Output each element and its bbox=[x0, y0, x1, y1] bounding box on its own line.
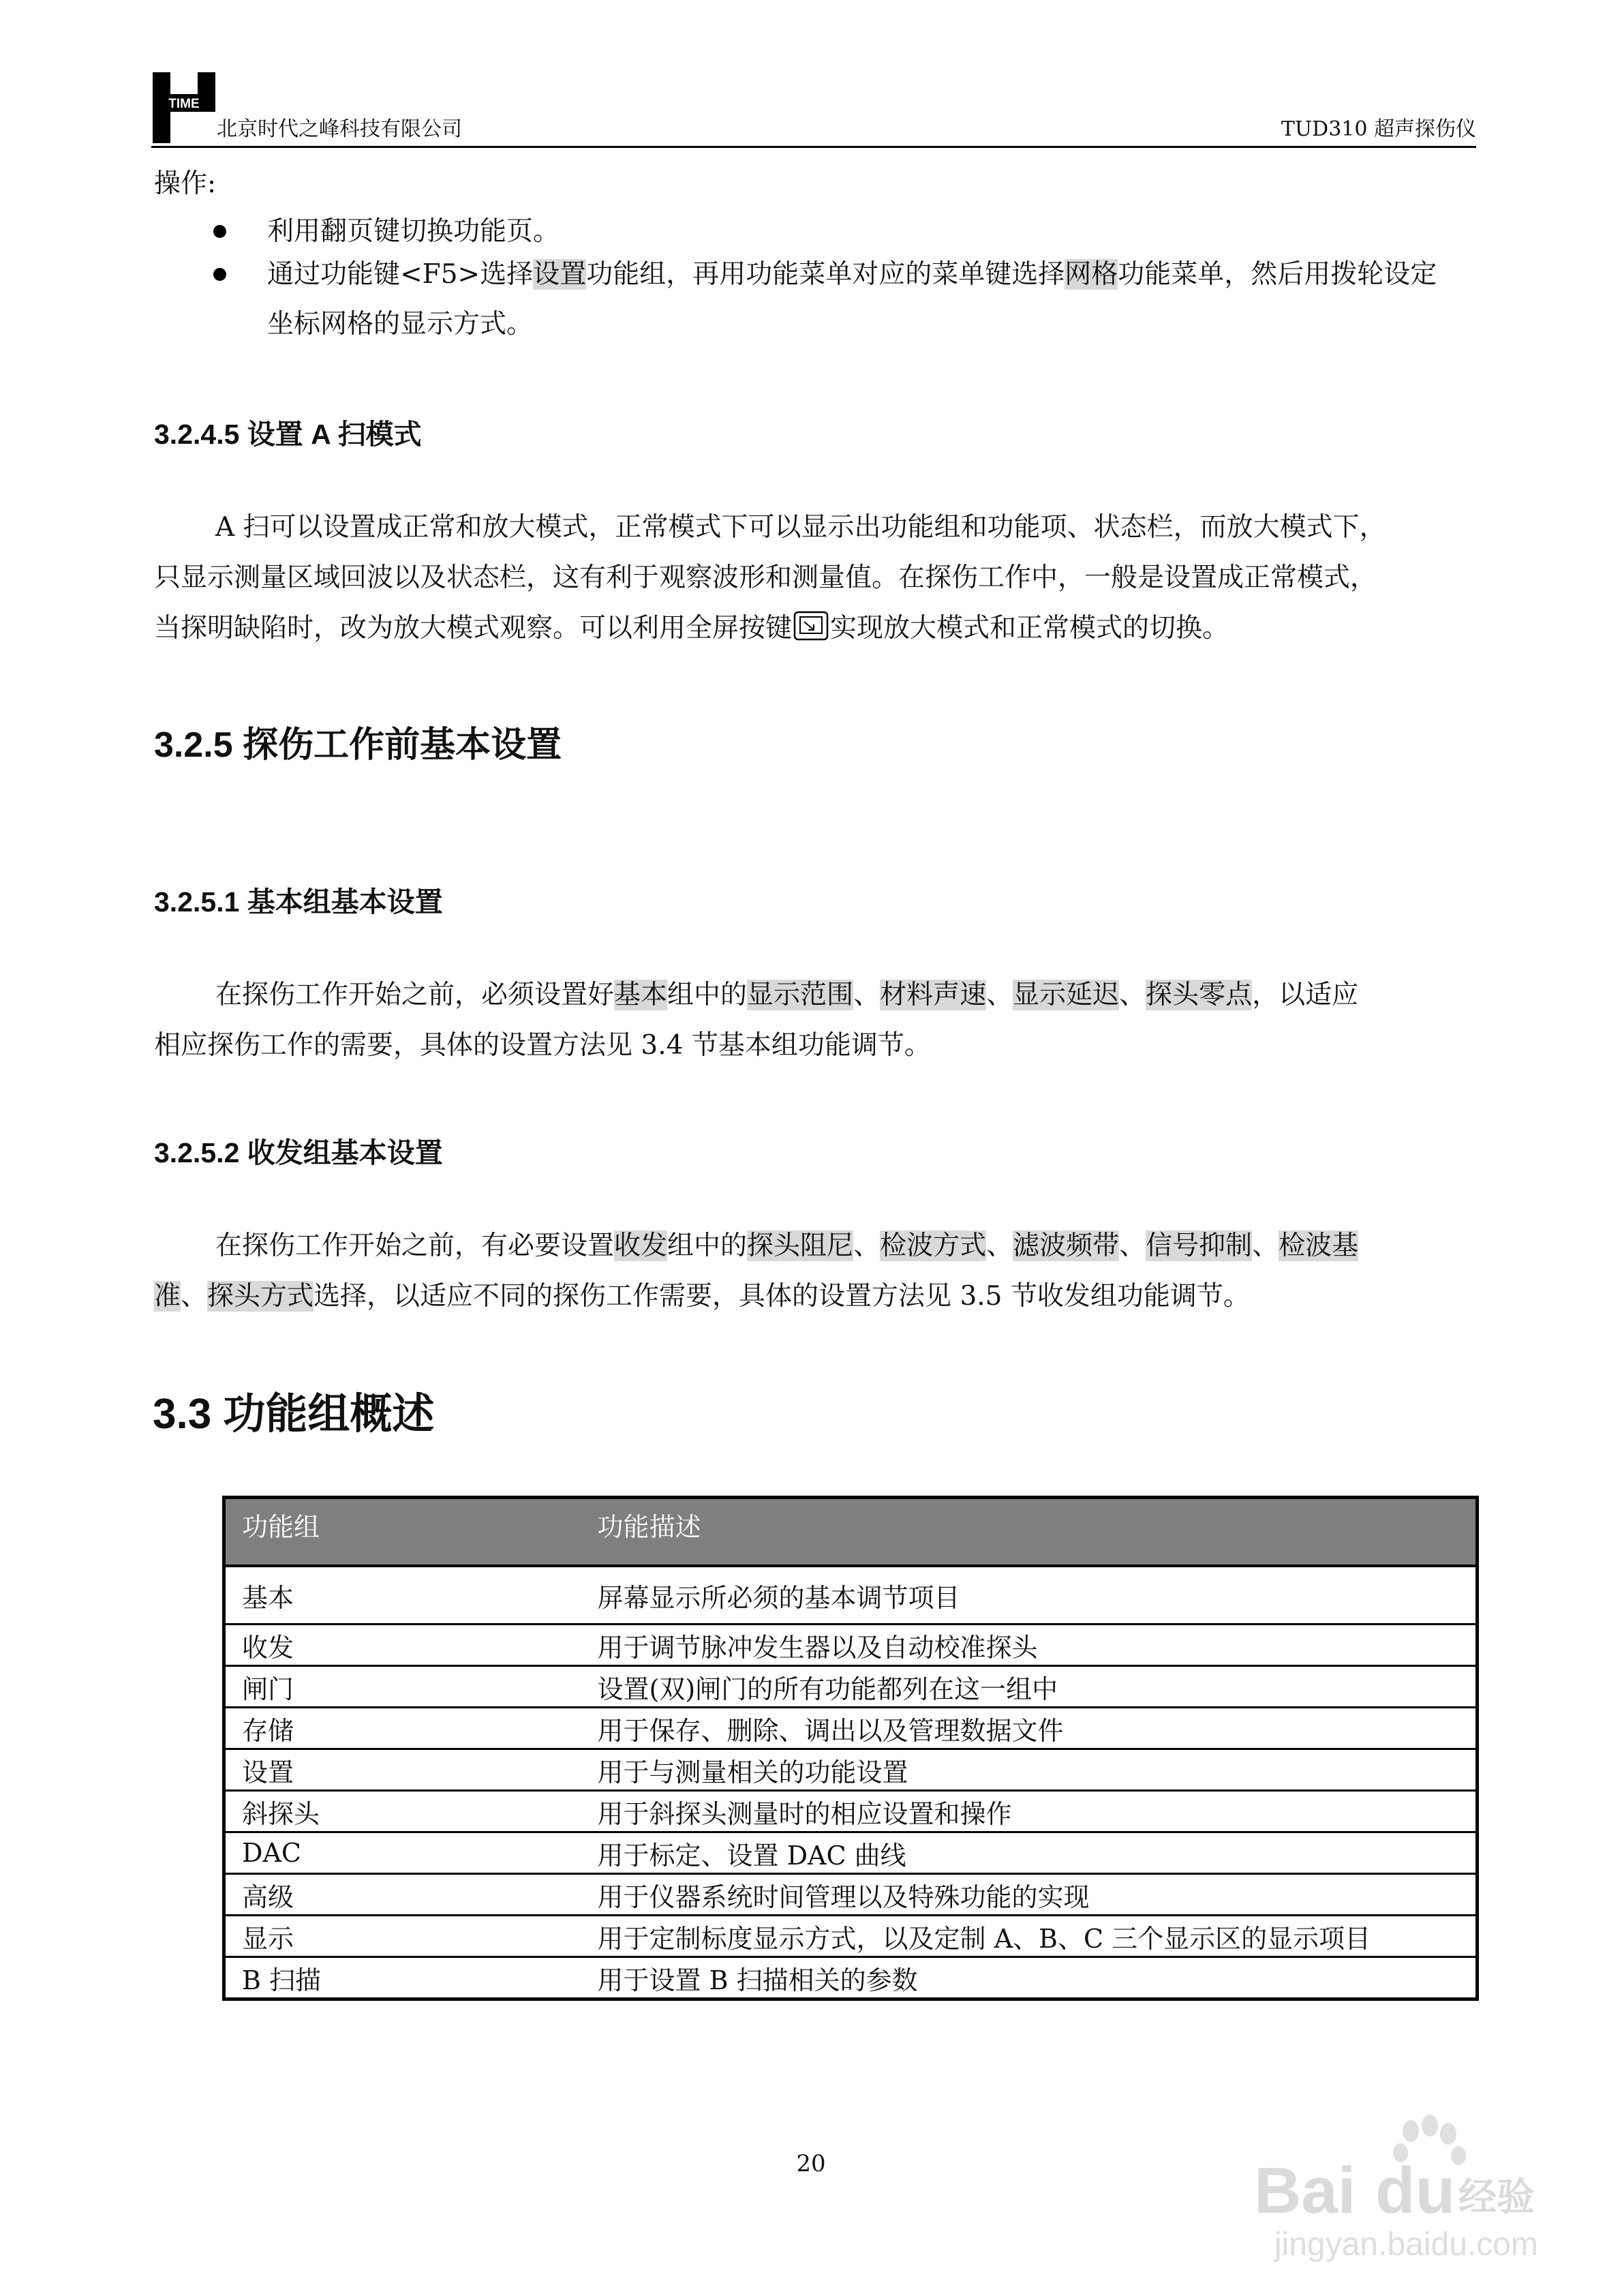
table-cell: DAC bbox=[224, 1832, 581, 1874]
table-cell: 用于定制标度显示方式，以及定制 A、B、C 三个显示区的显示项目 bbox=[581, 1916, 1478, 1957]
highlight-term: 准 bbox=[154, 1281, 181, 1312]
header-divider bbox=[151, 146, 1476, 148]
header-company: 北京时代之峰科技有限公司 bbox=[217, 117, 462, 141]
table-cell: 用于仪器系统时间管理以及特殊功能的实现 bbox=[581, 1874, 1478, 1916]
table-row bbox=[224, 1916, 1478, 1957]
table-row bbox=[224, 1666, 1478, 1708]
table-cell: 设置(双)闸门的所有功能都列在这一组中 bbox=[581, 1666, 1478, 1708]
table-header-row bbox=[224, 1498, 1478, 1567]
table-header-cell: 功能描述 bbox=[581, 1498, 1478, 1567]
table-cell: 收发 bbox=[224, 1625, 581, 1666]
paragraph-line: 在探伤工作开始之前，有必要设置收发组中的探头阻尼、检波方式、滤波频带、信号抑制、检波基 bbox=[215, 1230, 1359, 1261]
highlight-term: 检波基 bbox=[1279, 1230, 1359, 1261]
table-cell: 显示 bbox=[224, 1916, 581, 1957]
svg-text:经验: 经验 bbox=[1458, 2175, 1535, 2220]
fullscreen-key-icon bbox=[793, 611, 829, 641]
paragraph-line: A 扫可以设置成正常和放大模式，正常模式下可以显示出功能组和功能项、状态栏，而放大模式下， bbox=[215, 512, 1386, 543]
table-cell: 存储 bbox=[224, 1708, 581, 1749]
bullet-dot bbox=[213, 268, 226, 281]
section-heading-325: 3.2.5 探伤工作前基本设置 bbox=[154, 725, 562, 765]
function-group-table bbox=[222, 1496, 1479, 2001]
table-cell: 斜探头 bbox=[224, 1791, 581, 1832]
highlight-term: 探头阻尼 bbox=[747, 1230, 854, 1261]
table-cell: 基本 bbox=[224, 1566, 581, 1625]
operation-label: 操作: bbox=[154, 168, 217, 199]
table-row bbox=[224, 1832, 1478, 1874]
highlight-term: 探头方式 bbox=[207, 1281, 314, 1312]
highlight-term: 滤波频带 bbox=[1013, 1230, 1120, 1261]
highlight-term: 检波方式 bbox=[880, 1230, 987, 1261]
table-row bbox=[224, 1791, 1478, 1832]
paragraph-line: 准、探头方式选择，以适应不同的探伤工作需要，具体的设置方法见 3.5 节收发组功能调节。 bbox=[154, 1281, 1250, 1312]
highlight-term: 显示延迟 bbox=[1013, 980, 1120, 1010]
paragraph-line: 在探伤工作开始之前，必须设置好基本组中的显示范围、材料声速、显示延迟、探头零点，以适应 bbox=[215, 980, 1359, 1010]
table-cell: 设置 bbox=[224, 1749, 581, 1791]
table-cell: 用于斜探头测量时的相应设置和操作 bbox=[581, 1791, 1478, 1832]
svg-text:Bai: Bai bbox=[1254, 2154, 1356, 2227]
table-cell: B 扫描 bbox=[224, 1957, 581, 1999]
paragraph-line: 当探明缺陷时，改为放大模式观察。可以利用全屏按键 实现放大模式和正常模式的切换。 bbox=[154, 603, 1229, 654]
table-cell: 屏幕显示所必须的基本调节项目 bbox=[581, 1566, 1478, 1625]
bullet-text-2: 通过功能键<F5>选择设置功能组，再用功能菜单对应的菜单键选择网格功能菜单，然后用拨轮设定 bbox=[267, 259, 1437, 290]
company-logo bbox=[153, 72, 215, 143]
bullet-text-1: 利用翻页键切换功能页。 bbox=[267, 216, 560, 247]
table-cell: 高级 bbox=[224, 1874, 581, 1916]
table-cell: 用于标定、设置 DAC 曲线 bbox=[581, 1832, 1478, 1874]
highlight-term: 设置 bbox=[533, 259, 587, 290]
section-heading-33: 3.3 功能组概述 bbox=[153, 1391, 435, 1438]
table-row bbox=[224, 1957, 1478, 1999]
highlight-term: 材料声速 bbox=[880, 980, 987, 1010]
section-heading-3251: 3.2.5.1 基本组基本设置 bbox=[154, 886, 443, 918]
paragraph-line: 相应探伤工作的需要，具体的设置方法见 3.4 节基本组功能调节。 bbox=[154, 1030, 931, 1061]
table-cell: 用于设置 B 扫描相关的参数 bbox=[581, 1957, 1478, 1999]
section-heading-3252: 3.2.5.2 收发组基本设置 bbox=[154, 1137, 443, 1168]
table-row bbox=[224, 1874, 1478, 1916]
highlight-term: 网格 bbox=[1065, 259, 1118, 290]
table-cell: 用于调节脉冲发生器以及自动校准探头 bbox=[581, 1625, 1478, 1666]
bullet-dot bbox=[213, 225, 226, 238]
bullet-text-2-cont: 坐标网格的显示方式。 bbox=[267, 309, 534, 339]
table-row bbox=[224, 1749, 1478, 1791]
svg-text:TIME: TIME bbox=[168, 97, 200, 111]
table-cell: 闸门 bbox=[224, 1666, 581, 1708]
highlight-term: 探头零点 bbox=[1146, 980, 1253, 1010]
paragraph-line: 只显示测量区域回波以及状态栏，这有利于观察波形和测量值。在探伤工作中，一般是设置成正常模式， bbox=[154, 562, 1377, 593]
highlight-term: 信号抑制 bbox=[1146, 1230, 1253, 1261]
svg-text:jingyan.baidu.com: jingyan.baidu.com bbox=[1274, 2226, 1538, 2263]
table-cell: 用于与测量相关的功能设置 bbox=[581, 1749, 1478, 1791]
highlight-term: 收发 bbox=[614, 1230, 668, 1261]
svg-text:du: du bbox=[1375, 2154, 1456, 2227]
table-cell: 用于保存、删除、调出以及管理数据文件 bbox=[581, 1708, 1478, 1749]
table-row bbox=[224, 1566, 1478, 1625]
table-row bbox=[224, 1625, 1478, 1666]
baidu-watermark bbox=[1254, 2111, 1540, 2267]
table-row bbox=[224, 1708, 1478, 1749]
page-number: 20 bbox=[796, 2150, 826, 2177]
highlight-term: 基本 bbox=[614, 980, 668, 1010]
highlight-term: 显示范围 bbox=[747, 980, 854, 1010]
section-heading-3245: 3.2.4.5 设置 A 扫模式 bbox=[154, 419, 422, 450]
header-product: TUD310 超声探伤仪 bbox=[1281, 117, 1476, 141]
table-header-cell: 功能组 bbox=[224, 1498, 581, 1567]
